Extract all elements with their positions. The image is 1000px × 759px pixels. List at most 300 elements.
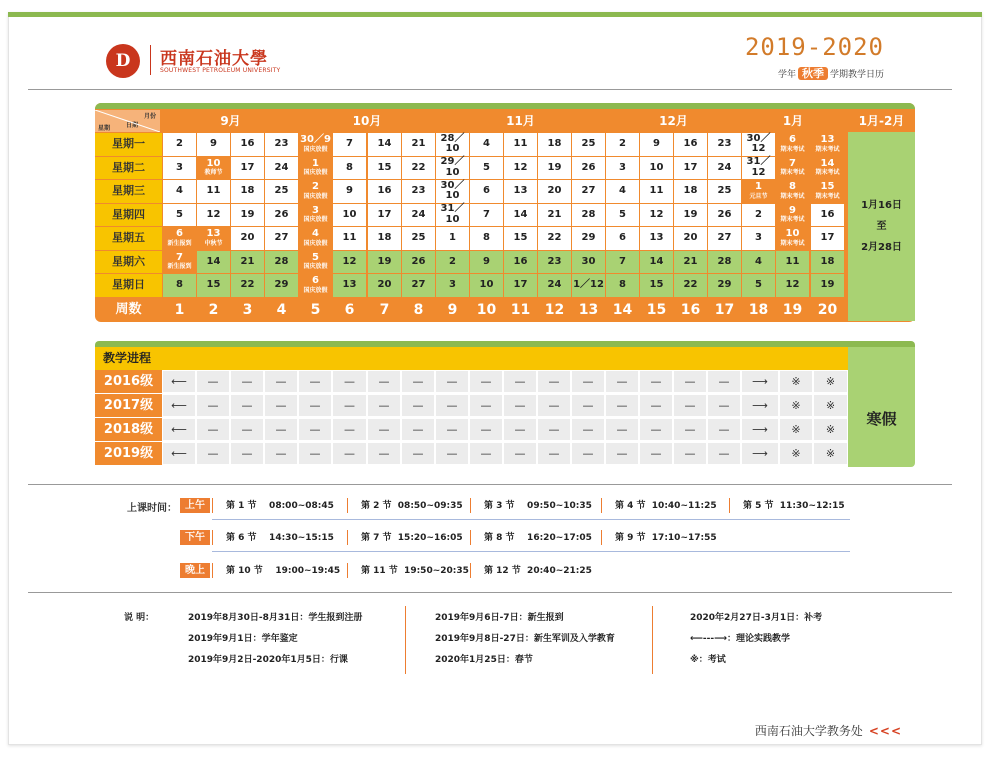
note-item: 2019年9月6日-7日：新生报到 <box>435 613 564 623</box>
date-number: 6 <box>312 275 319 287</box>
date-cell <box>197 157 230 180</box>
date-number: 22 <box>547 232 562 243</box>
weekday-label: 星期一 <box>95 133 162 156</box>
date-number: 1 <box>755 181 762 193</box>
date-cell <box>402 180 435 203</box>
progress-cell: — <box>707 442 741 465</box>
date-cell <box>504 133 537 156</box>
date-number: 14 <box>649 255 664 267</box>
week-number: 9 <box>447 301 458 318</box>
date-number: 26 <box>581 161 596 173</box>
date-number: 18 <box>820 255 835 267</box>
date-cell <box>776 251 809 274</box>
progress-cell: — <box>571 394 605 417</box>
note-item: 2019年9月1日：学年鉴定 <box>188 634 298 644</box>
month-header: 11月 <box>506 113 535 128</box>
slot-separator <box>470 563 471 578</box>
note-item: ※：考试 <box>690 655 726 665</box>
date-cell <box>299 227 332 250</box>
progress-cell: ※ <box>779 418 813 441</box>
progress-cell: — <box>401 370 435 393</box>
date-number: 30 <box>581 255 596 267</box>
date-cell <box>402 157 435 180</box>
date-cell <box>197 133 230 156</box>
class-slot: 第 3 节 09:50~10:35 <box>484 501 592 511</box>
date-event: 国庆放假 <box>303 169 328 177</box>
progress-cell: — <box>332 418 367 441</box>
date-cell <box>436 204 469 227</box>
date-number: 30／12 <box>746 132 771 155</box>
grade-label: 2019级 <box>95 442 162 466</box>
date-number: 23 <box>411 185 426 196</box>
date-cell <box>776 157 809 180</box>
progress-cell: ⟵ <box>162 442 196 465</box>
date-number: 12 <box>342 255 357 267</box>
date-number: 6 <box>176 228 183 240</box>
progress-cell: — <box>639 442 673 465</box>
date-number: 15 <box>513 232 528 243</box>
date-number: 22 <box>411 161 426 173</box>
date-cell <box>708 274 741 297</box>
progress-cell: — <box>537 442 571 465</box>
date-event: 期末考试 <box>815 192 840 200</box>
date-cell <box>640 180 673 203</box>
date-number: 25 <box>717 185 732 196</box>
progress-cell: ※ <box>813 442 848 465</box>
date-number: 14 <box>377 138 392 149</box>
date-event: 教师节 <box>204 169 223 177</box>
date-number: 27 <box>581 185 596 196</box>
period-badge: 晚上 <box>180 563 210 578</box>
date-number: 15 <box>206 279 221 290</box>
date-number: 19 <box>820 279 835 290</box>
date-number: 24 <box>274 161 289 173</box>
date-cell <box>197 180 230 203</box>
date-event: 新生报到 <box>167 239 192 247</box>
week-number: 15 <box>646 301 667 318</box>
date-cell <box>299 274 332 297</box>
date-number: 22 <box>240 279 255 290</box>
grade-label: 2018级 <box>95 418 162 442</box>
date-number: 5 <box>176 208 183 220</box>
date-number: 10 <box>206 157 221 169</box>
date-number: 19 <box>683 208 698 220</box>
progress-cell: — <box>298 394 332 417</box>
date-cell <box>470 157 503 180</box>
date-number: 18 <box>547 138 562 149</box>
date-number: 16 <box>240 138 255 149</box>
date-number: 16 <box>820 208 835 220</box>
calendar-top-strip <box>95 103 915 109</box>
date-cell <box>333 157 366 180</box>
date-event: 国庆放假 <box>303 263 328 271</box>
date-number: 10 <box>342 208 357 220</box>
date-number: 3 <box>312 204 319 216</box>
date-cell <box>708 204 741 227</box>
logo-divider <box>150 45 151 75</box>
schedule-row-line <box>212 519 850 520</box>
footer <box>755 722 902 739</box>
date-number: 1 <box>449 232 456 243</box>
winter-to-word: 至 <box>876 221 887 232</box>
date-cell <box>674 227 707 250</box>
progress-cell: — <box>435 442 469 465</box>
progress-cell: — <box>298 418 332 441</box>
winter-from: 1月16日 <box>861 200 902 211</box>
date-number: 2 <box>755 208 762 220</box>
progress-cell: — <box>469 418 503 441</box>
date-cell <box>640 227 673 250</box>
date-cell <box>742 274 775 297</box>
week-number: 3 <box>242 301 253 318</box>
date-cell <box>674 274 707 297</box>
progress-cell: — <box>367 442 401 465</box>
progress-cell: — <box>435 418 469 441</box>
date-number: 2 <box>619 138 626 149</box>
grade-label: 2017级 <box>95 394 162 418</box>
date-cell <box>163 227 196 250</box>
date-number: 19 <box>377 255 392 267</box>
date-number: 9 <box>346 185 353 196</box>
progress-cell: ⟵ <box>162 370 196 393</box>
academic-year: 2019-2020 <box>744 33 884 61</box>
date-cell <box>674 133 707 156</box>
date-cell <box>640 251 673 274</box>
slot-separator <box>347 563 348 578</box>
progress-cell: — <box>435 394 469 417</box>
date-number: 4 <box>755 255 762 267</box>
date-number: 8 <box>176 279 183 290</box>
date-cell <box>538 180 571 203</box>
date-event: 期末考试 <box>780 239 805 247</box>
progress-cell: — <box>469 394 503 417</box>
date-cell <box>333 180 366 203</box>
date-cell <box>538 274 571 297</box>
date-number: 11 <box>649 185 664 196</box>
date-cell <box>742 204 775 227</box>
date-number: 6 <box>789 134 796 146</box>
date-cell <box>333 251 366 274</box>
progress-cell: — <box>673 442 707 465</box>
progress-cell: — <box>469 370 503 393</box>
week-number: 19 <box>782 301 803 318</box>
date-number: 25 <box>581 138 596 149</box>
note-item: 2020年2月27日-3月1日：补考 <box>690 613 823 623</box>
date-event: 期末考试 <box>815 169 840 177</box>
note-item: 2019年9月8日-27日：新生军训及入学教育 <box>435 634 615 644</box>
date-number: 18 <box>683 185 698 196</box>
date-cell <box>265 274 298 297</box>
date-cell <box>436 251 469 274</box>
date-number: 7 <box>789 157 796 169</box>
date-cell <box>572 180 605 203</box>
date-cell <box>606 274 639 297</box>
date-cell <box>197 251 230 274</box>
progress-cell: — <box>571 442 605 465</box>
date-cell <box>436 157 469 180</box>
date-number: 16 <box>513 255 528 267</box>
date-event: 中秋节 <box>204 239 223 247</box>
date-cell <box>368 157 401 180</box>
progress-cell: — <box>673 418 707 441</box>
subtitle-prefix: 学年 <box>777 70 796 80</box>
date-number: 23 <box>274 138 289 149</box>
date-number: 30／10 <box>440 179 465 202</box>
progress-cell: — <box>639 394 673 417</box>
date-number: 12 <box>649 208 664 220</box>
slot-separator <box>729 498 730 513</box>
date-number: 9 <box>483 255 490 267</box>
date-number: 24 <box>411 208 426 220</box>
season-badge: 秋季 <box>798 67 828 80</box>
week-number: 13 <box>578 301 599 318</box>
date-cell <box>470 204 503 227</box>
date-number: 24 <box>717 161 732 173</box>
week-number: 1 <box>174 301 185 318</box>
week-number: 14 <box>612 301 633 318</box>
date-number: 15 <box>820 181 835 193</box>
slot-separator <box>601 498 602 513</box>
date-number: 27 <box>411 279 426 290</box>
date-number: 20 <box>547 185 562 196</box>
date-number: 29／10 <box>440 156 465 178</box>
progress-cell: ※ <box>779 370 813 393</box>
date-cell <box>811 157 844 180</box>
date-cell <box>572 227 605 250</box>
winter-break-dates <box>848 132 915 321</box>
date-cell <box>708 180 741 203</box>
weekday-label: 星期三 <box>95 180 162 203</box>
progress-cell: — <box>707 394 741 417</box>
week-number: 8 <box>413 301 424 318</box>
date-cell <box>265 204 298 227</box>
date-number: 6 <box>483 185 490 196</box>
date-number: 3 <box>619 161 626 173</box>
week-number: 12 <box>544 301 565 318</box>
date-cell <box>538 157 571 180</box>
progress-cell: — <box>230 370 264 393</box>
class-slot: 第 4 节 10:40~11:25 <box>615 501 717 511</box>
week-number: 11 <box>510 301 531 318</box>
progress-cell: ⟵ <box>162 418 196 441</box>
date-cell <box>163 204 196 227</box>
date-number: 19 <box>240 208 255 220</box>
date-number: 16 <box>377 185 392 196</box>
date-cell <box>436 227 469 250</box>
progress-cell: ※ <box>813 370 848 393</box>
week-number: 18 <box>748 301 769 318</box>
date-number: 13 <box>342 279 357 290</box>
weekday-label: 星期六 <box>95 251 162 274</box>
month-header: 9月 <box>220 113 241 128</box>
date-event: 国庆放假 <box>303 286 328 294</box>
date-cell <box>163 274 196 297</box>
notes-separator-2 <box>652 606 653 674</box>
date-number: 25 <box>411 232 426 243</box>
progress-cell: — <box>673 394 707 417</box>
weekday-label: 星期五 <box>95 227 162 250</box>
date-cell <box>776 227 809 250</box>
class-slot: 第 10 节 19:00~19:45 <box>226 566 341 576</box>
date-cell <box>504 180 537 203</box>
date-cell <box>231 204 264 227</box>
date-cell <box>368 274 401 297</box>
date-number: 23 <box>717 138 732 149</box>
date-cell <box>265 180 298 203</box>
date-cell <box>640 157 673 180</box>
date-cell <box>231 157 264 180</box>
calendar-corner-cell <box>95 110 160 132</box>
week-number: 20 <box>817 301 838 318</box>
week-number: 17 <box>714 301 735 318</box>
date-cell <box>197 274 230 297</box>
date-cell <box>436 180 469 203</box>
progress-cell: — <box>707 418 741 441</box>
date-event: 国庆放假 <box>303 216 328 224</box>
date-cell <box>776 274 809 297</box>
date-cell <box>674 157 707 180</box>
progress-cell: — <box>332 442 367 465</box>
schedule-label: 上课时间： <box>127 503 177 514</box>
class-slot: 第 1 节 08:00~08:45 <box>226 501 334 511</box>
date-cell <box>504 157 537 180</box>
corner-date-label: 日期 <box>125 122 138 129</box>
progress-cell: — <box>639 418 673 441</box>
date-cell <box>811 204 844 227</box>
date-number: 2 <box>312 181 319 193</box>
date-number: 14 <box>513 208 528 220</box>
date-cell <box>231 133 264 156</box>
date-number: 17 <box>240 161 255 173</box>
date-number: 7 <box>483 208 490 220</box>
progress-cell: — <box>230 418 264 441</box>
class-slot: 第 7 节 15:20~16:05 <box>361 533 463 543</box>
date-number: 28 <box>581 208 596 220</box>
date-cell <box>402 251 435 274</box>
winter-break-label: 寒假 <box>848 370 915 467</box>
date-number: 17 <box>820 232 835 243</box>
date-cell <box>368 204 401 227</box>
date-cell <box>299 251 332 274</box>
progress-cell: — <box>298 442 332 465</box>
date-cell <box>538 133 571 156</box>
date-cell <box>776 133 809 156</box>
date-number: 4 <box>312 228 319 240</box>
progress-cell: — <box>435 370 469 393</box>
date-cell <box>265 133 298 156</box>
date-cell <box>811 251 844 274</box>
date-number: 30／9 <box>300 134 331 146</box>
week-number: 6 <box>344 301 355 318</box>
progress-cell: — <box>264 418 298 441</box>
date-event: 元旦节 <box>749 192 768 200</box>
date-number: 29 <box>581 232 596 243</box>
date-cell <box>674 204 707 227</box>
date-number: 26 <box>274 208 289 220</box>
grade-label: 2016级 <box>95 370 162 394</box>
date-cell <box>742 227 775 250</box>
slot-separator <box>470 498 471 513</box>
date-cell <box>742 180 775 203</box>
progress-cell: — <box>332 370 367 393</box>
date-cell <box>708 133 741 156</box>
class-slot: 第 5 节 11:30~12:15 <box>743 501 845 511</box>
date-cell <box>606 251 639 274</box>
date-number: 9 <box>789 204 796 216</box>
date-number: 28 <box>274 255 289 267</box>
date-number: 28 <box>717 255 732 267</box>
date-cell <box>368 180 401 203</box>
date-number: 7 <box>176 251 183 263</box>
progress-cell: — <box>537 418 571 441</box>
progress-cell: — <box>196 418 230 441</box>
winter-to: 2月28日 <box>861 242 902 253</box>
date-number: 15 <box>377 161 392 173</box>
weekday-label: 星期日 <box>95 274 162 297</box>
date-cell <box>572 133 605 156</box>
month-header: 1月 <box>782 113 804 128</box>
date-number: 12 <box>513 161 528 173</box>
date-cell <box>606 204 639 227</box>
date-number: 12 <box>785 279 800 290</box>
date-cell <box>402 204 435 227</box>
date-number: 4 <box>619 185 626 196</box>
progress-cell: — <box>639 370 673 393</box>
date-number: 24 <box>547 279 562 290</box>
slot-separator <box>212 498 213 513</box>
progress-cell: ⟶ <box>741 394 779 417</box>
date-cell <box>333 133 366 156</box>
date-cell <box>504 251 537 274</box>
slot-separator <box>212 563 213 578</box>
footer-text: 西南石油大学教务处 <box>754 724 863 738</box>
date-number: 17 <box>683 161 698 173</box>
week-number-label: 周数 <box>115 302 142 318</box>
date-cell <box>640 133 673 156</box>
date-number: 4 <box>483 138 490 149</box>
date-cell <box>742 251 775 274</box>
date-cell <box>572 274 605 297</box>
date-number: 27 <box>717 232 732 243</box>
date-cell <box>776 180 809 203</box>
month-header: 12月 <box>659 113 688 128</box>
date-cell <box>470 274 503 297</box>
date-number: 11 <box>785 255 800 267</box>
date-number: 4 <box>176 185 183 196</box>
date-number: 10 <box>785 228 800 240</box>
date-number: 3 <box>176 161 183 173</box>
date-cell <box>163 180 196 203</box>
slot-separator <box>470 530 471 545</box>
date-number: 23 <box>547 255 562 267</box>
slot-separator <box>601 530 602 545</box>
date-event: 期末考试 <box>780 216 805 224</box>
progress-cell: — <box>707 370 741 393</box>
header-divider <box>28 89 952 90</box>
schedule-divider-bottom <box>28 592 952 593</box>
date-number: 3 <box>449 279 456 290</box>
footer-arrows-icon: <<< <box>868 724 902 738</box>
date-number: 16 <box>683 138 698 149</box>
week-number: 16 <box>680 301 701 318</box>
week-number: 2 <box>208 301 219 318</box>
date-number: 31／10 <box>440 203 465 225</box>
class-slot: 第 11 节 19:50~20:35 <box>361 566 469 576</box>
date-cell <box>572 251 605 274</box>
date-number: 18 <box>377 232 392 243</box>
progress-cell: — <box>537 370 571 393</box>
period-badge: 上午 <box>180 498 210 513</box>
